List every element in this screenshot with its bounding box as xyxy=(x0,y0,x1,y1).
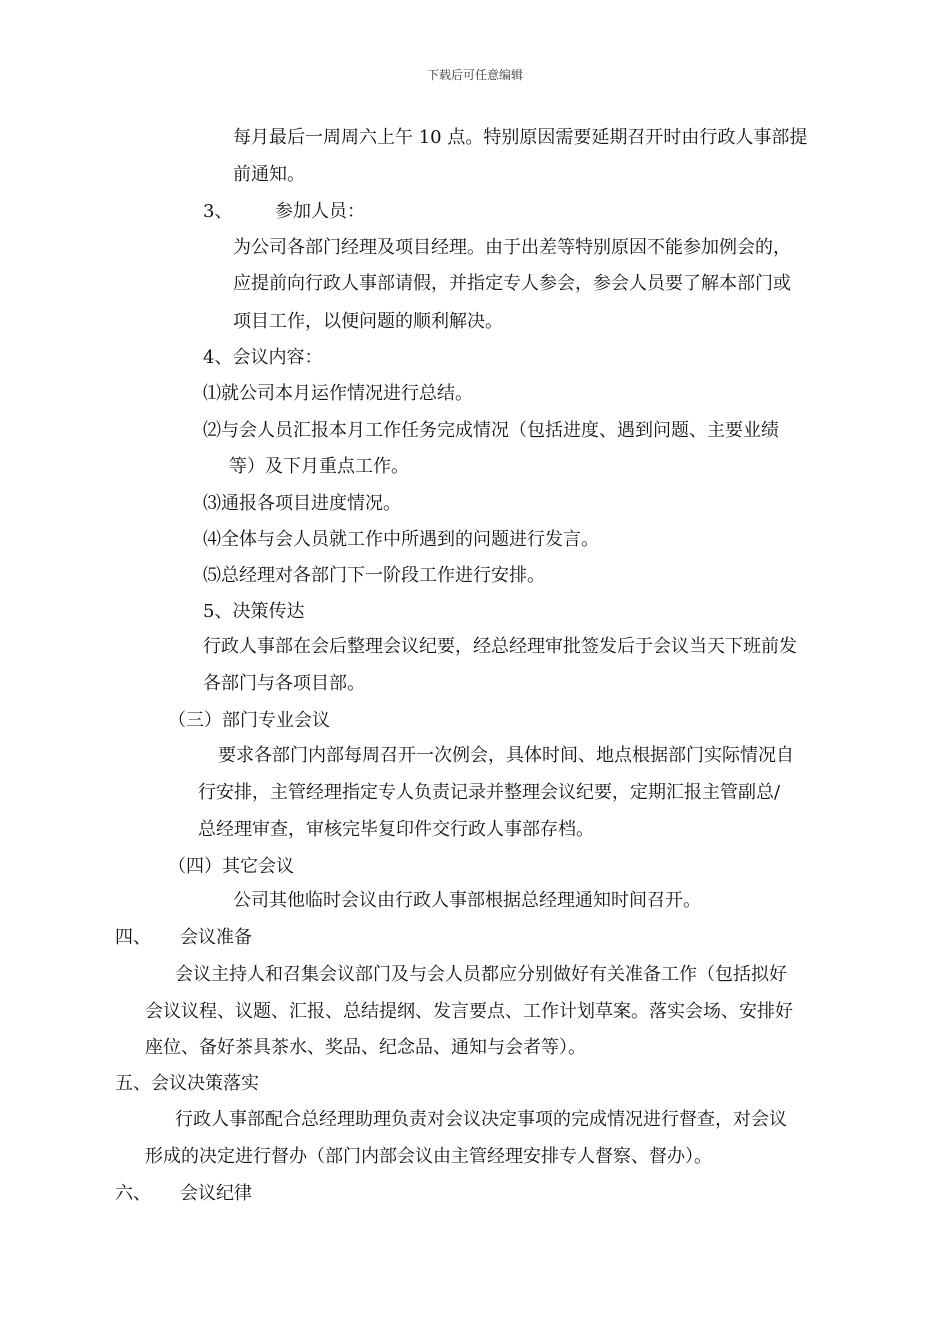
paragraph-line: 公司其他临时会议由行政人事部根据总经理通知时间召开。 xyxy=(233,890,701,911)
paragraph-line: 会议议程、议题、汇报、总结提纲、发言要点、工作计划草案。落实会场、安排好 xyxy=(145,1001,793,1022)
page-header-note: 下载后可任意编辑 xyxy=(426,68,523,82)
list-item: ⑶通报各项目进度情况。 xyxy=(203,493,401,514)
list-item: ⑴就公司本月运作情况进行总结。 xyxy=(203,383,473,404)
paragraph-line: 每月最后一周周六上午 10 点。特别原因需要延期召开时由行政人事部提 xyxy=(233,127,808,148)
paragraph-line: 行政人事部在会后整理会议纪要，经总经理审批签发后于会议当天下班前发 xyxy=(203,636,797,657)
paragraph-line: 会议主持人和召集会议部门及与会人员都应分别做好有关准备工作（包括拟好 xyxy=(175,964,787,985)
paragraph-line: 应提前向行政人事部请假，并指定专人参会，参会人员要了解本部门或 xyxy=(233,273,791,294)
section-heading: 参加人员： xyxy=(275,201,365,222)
paragraph-line: 行政人事部配合总经理助理负责对会议决定事项的完成情况进行督查，对会议 xyxy=(175,1109,787,1130)
subsection-heading: （四）其它会议 xyxy=(168,856,294,877)
paragraph-line: 座位、备好茶具茶水、奖品、纪念品、通知与会者等）。 xyxy=(145,1037,586,1058)
paragraph-line: 要求各部门内部每周召开一次例会，具体时间、地点根据部门实际情况自 xyxy=(218,745,794,766)
section-heading: 4、会议内容： xyxy=(203,347,323,368)
paragraph-line: 形成的决定进行督办（部门内部会议由主管经理安排专人督察、督办）。 xyxy=(145,1146,712,1167)
paragraph-line: 行安排，主管经理指定专人负责记录并整理会议纪要，定期汇报主管副总/ xyxy=(198,782,781,803)
subsection-heading: （三）部门专业会议 xyxy=(168,710,330,731)
paragraph-line: 为公司各部门经理及项目经理。由于出差等特别原因不能参加例会的， xyxy=(233,237,791,258)
section-number: 3、 xyxy=(203,201,233,222)
list-item: ⑸总经理对各部门下一阶段工作进行安排。 xyxy=(203,565,545,586)
paragraph-line: 项目工作，以便问题的顺利解决。 xyxy=(233,311,503,332)
chapter-heading: 会议纪律 xyxy=(180,1183,252,1204)
list-item-continuation: 等）及下月重点工作。 xyxy=(229,456,409,477)
list-item: ⑵与会人员汇报本月工作任务完成情况（包括进度、遇到问题、主要业绩 xyxy=(203,420,779,441)
chapter-heading: 五、会议决策落实 xyxy=(115,1073,259,1094)
chapter-heading: 会议准备 xyxy=(180,927,252,948)
paragraph-line: 前通知。 xyxy=(233,164,305,185)
list-item: ⑷全体与会人员就工作中所遇到的问题进行发言。 xyxy=(203,529,599,550)
section-heading: 5、决策传达 xyxy=(203,601,305,622)
chapter-number: 四、 xyxy=(115,927,151,948)
chapter-number: 六、 xyxy=(115,1183,151,1204)
paragraph-line: 各部门与各项目部。 xyxy=(203,673,365,694)
paragraph-line: 总经理审查，审核完毕复印件交行政人事部存档。 xyxy=(198,819,594,840)
